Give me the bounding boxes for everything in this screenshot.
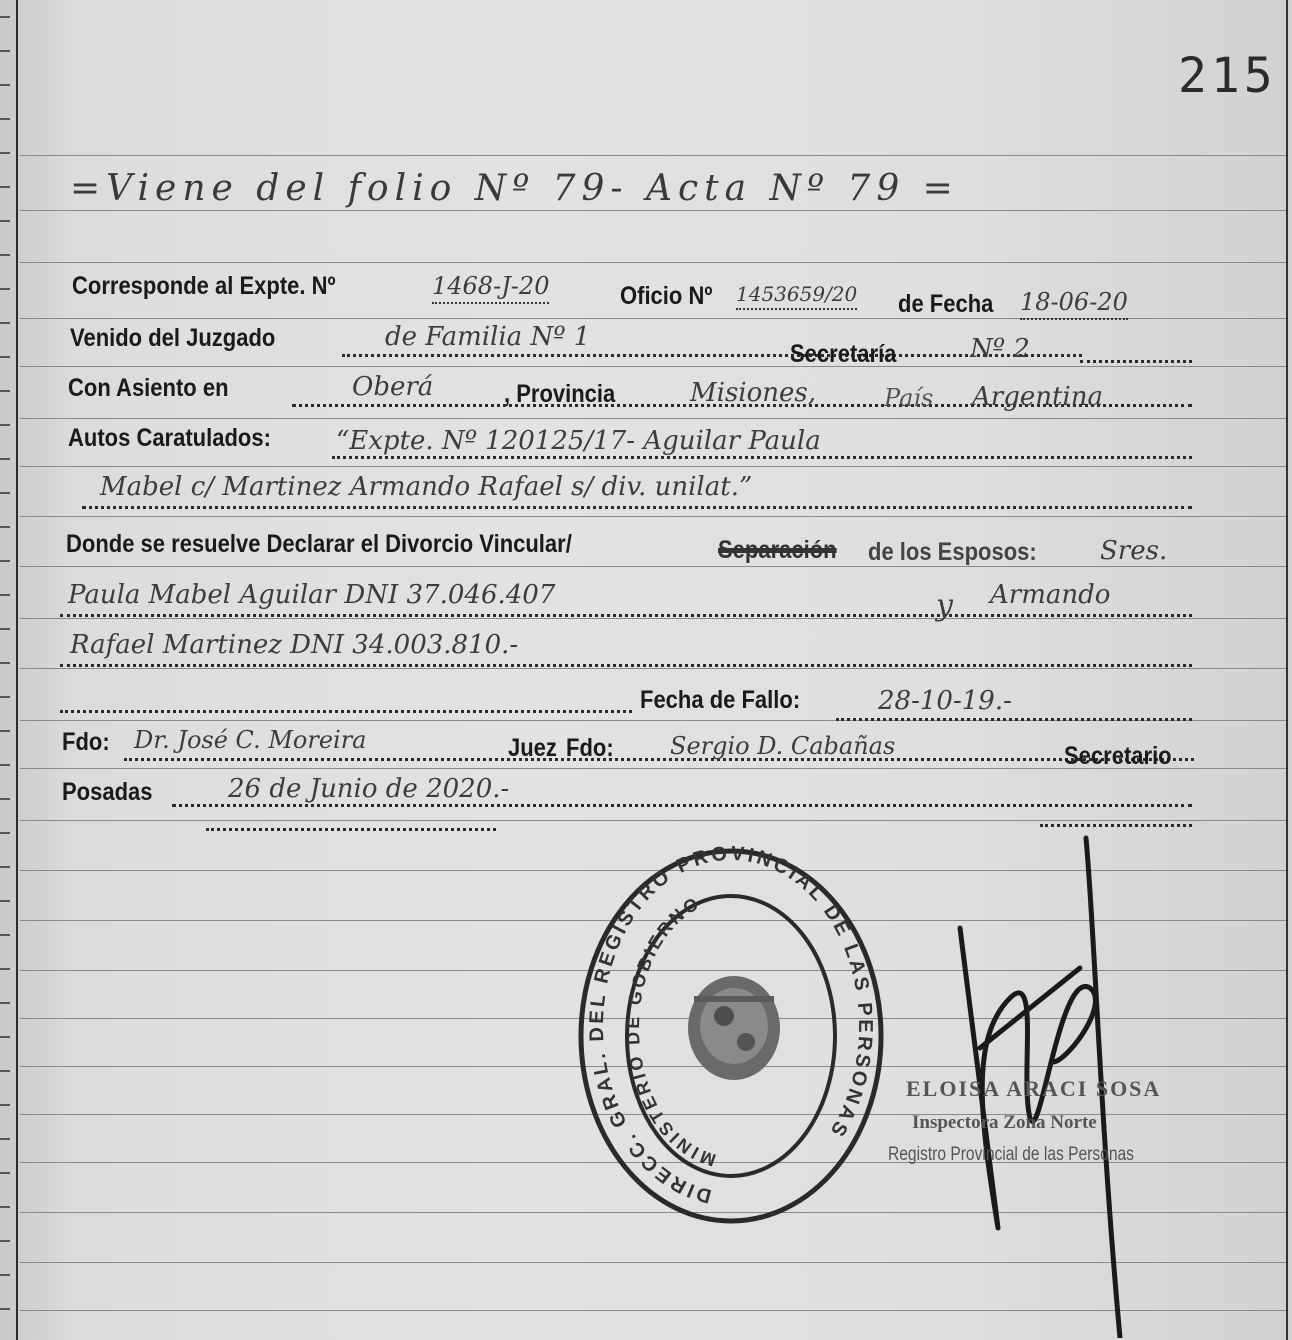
- coat-of-arms-icon: [688, 976, 780, 1080]
- margin-tick: [0, 492, 10, 494]
- margin-tick: [0, 526, 10, 528]
- margin-tick: [0, 1206, 10, 1208]
- row-expte: [60, 270, 1200, 316]
- folio-number: 215: [1178, 48, 1277, 104]
- margin-tick: [0, 152, 10, 154]
- margin-tick: [0, 1104, 10, 1106]
- margin-tick: [0, 356, 10, 358]
- margin-tick: [0, 1240, 10, 1242]
- posadas-label: Posadas: [62, 778, 153, 806]
- margin-tick: [0, 832, 10, 834]
- autos-value-line2: Mabel c/ Martinez Armando Rafael s/ div. unilat.”: [100, 472, 753, 502]
- margin-tick: [0, 186, 10, 188]
- esposos-value: Sres.: [1100, 536, 1168, 566]
- seal-outer-lettering: DIRECC. GRAL. DEL REGISTRO PROVINCIAL DE LAS PERSONAS: [585, 846, 877, 1208]
- fdo-label: Fdo:: [62, 728, 110, 756]
- margin-tick: [0, 220, 10, 222]
- margin-tick: [0, 764, 10, 766]
- margin-tick: [0, 84, 10, 86]
- ruled-line: [20, 155, 1286, 156]
- margin-tick: [0, 1070, 10, 1072]
- margin-tick: [0, 118, 10, 120]
- signatory-name: ELOISA ARACI SOSA: [906, 1076, 1162, 1101]
- row-posadas: [60, 774, 1200, 820]
- provincia-value: Misiones,: [690, 378, 816, 408]
- margin-tick: [0, 560, 10, 562]
- spouse1: Paula Mabel Aguilar DNI 37.046.407: [68, 580, 556, 610]
- juez-value: Dr. José C. Moreira: [134, 726, 367, 754]
- row-spouse2: [60, 628, 1200, 674]
- margin-tick: [0, 968, 10, 970]
- juzgado-label: Venido del Juzgado: [70, 324, 276, 352]
- expte-value: 1468-J-20: [432, 272, 549, 304]
- signatory-title: Inspectora Zona Norte: [912, 1112, 1097, 1133]
- pais-value: Argentina: [972, 382, 1103, 412]
- margin-tick: [0, 594, 10, 596]
- asiento-label: Con Asiento en: [68, 374, 229, 402]
- secretaria-label: Secretaría: [790, 340, 897, 368]
- pais-label: País: [884, 384, 934, 412]
- margin-tick: [0, 1308, 10, 1310]
- margin-tick: [0, 866, 10, 868]
- secretaria-value: Nº 2: [970, 334, 1030, 364]
- official-seal: [576, 846, 886, 1226]
- row-autos: [60, 422, 1200, 468]
- margin-tick: [0, 798, 10, 800]
- fecha-value: 18-06-20: [1020, 288, 1128, 320]
- secretario-label: Secretario: [1064, 742, 1172, 770]
- row-divorcio: [60, 526, 1200, 572]
- margin-tick: [0, 1138, 10, 1140]
- row-firmas: [60, 724, 1200, 770]
- margin-tick: [0, 322, 10, 324]
- fdo2-label: Fdo:: [566, 734, 614, 762]
- margin-tick: [0, 288, 10, 290]
- signatory-office: Registro Provincial de las Personas: [888, 1144, 1134, 1165]
- separacion-struck: Separación: [718, 536, 837, 564]
- margin-tick: [0, 900, 10, 902]
- page-right-edge: [1286, 0, 1288, 1340]
- posadas-value: 26 de Junio de 2020.-: [228, 774, 510, 804]
- margin-tick: [0, 390, 10, 392]
- juez-label: Juez: [508, 734, 557, 762]
- spouse2: Rafael Martinez DNI 34.003.810.-: [70, 630, 519, 660]
- margin-tick: [0, 662, 10, 664]
- esposos-text: de los Esposos:: [868, 538, 1037, 566]
- margin-tick: [0, 1172, 10, 1174]
- secretario-value: Sergio D. Cabañas: [670, 732, 896, 760]
- fallo-value: 28-10-19.-: [878, 686, 1012, 716]
- row-spouse1: [60, 578, 1200, 624]
- margin-tick: [0, 696, 10, 698]
- oficio-value: 1453659/20: [736, 282, 857, 310]
- juzgado-value: de Familia Nº 1: [385, 322, 591, 352]
- expte-label: Corresponde al Expte. Nº: [72, 272, 336, 300]
- margin-tick: [0, 628, 10, 630]
- row-juzgado: [60, 322, 1200, 368]
- margin-tick: [0, 934, 10, 936]
- ruled-line: [20, 262, 1286, 263]
- donde-text: Donde se resuelve Declarar el Divorcio Vincular/: [66, 530, 572, 558]
- conjunction: y: [936, 588, 953, 623]
- row-autos-cont: [60, 472, 1200, 518]
- autos-value-line1: “Expte. Nº 120125/17- Aguilar Paula: [336, 426, 821, 456]
- provincia-label: , Provincia: [504, 380, 616, 408]
- margin-tick: [0, 1274, 10, 1276]
- header-note: =Viene del folio Nº 79- Acta Nº 79 =: [70, 168, 959, 209]
- margin-tick: [0, 458, 10, 460]
- ruled-line: [20, 418, 1286, 419]
- oficio-label: Oficio Nº: [620, 282, 713, 310]
- fallo-label: Fecha de Fallo:: [640, 686, 801, 714]
- page-left-edge: [16, 0, 18, 1340]
- row-fallo: [60, 680, 1200, 726]
- margin-tick: [0, 424, 10, 426]
- margin-tick: [0, 1036, 10, 1038]
- row-asiento: [60, 372, 1200, 418]
- asiento-value: Oberá: [352, 372, 434, 402]
- margin-tick: [0, 254, 10, 256]
- fecha-label: de Fecha: [898, 290, 994, 318]
- margin-tick: [0, 730, 10, 732]
- margin-tick: [0, 16, 10, 18]
- seal-inner-lettering: MINISTERIO DE GOBIERNO: [622, 892, 719, 1171]
- margin-tick: [0, 50, 10, 52]
- spouse1b: Armando: [990, 580, 1111, 610]
- margin-tick: [0, 1002, 10, 1004]
- autos-label: Autos Caratulados:: [68, 424, 271, 452]
- ruled-line: [20, 210, 1286, 211]
